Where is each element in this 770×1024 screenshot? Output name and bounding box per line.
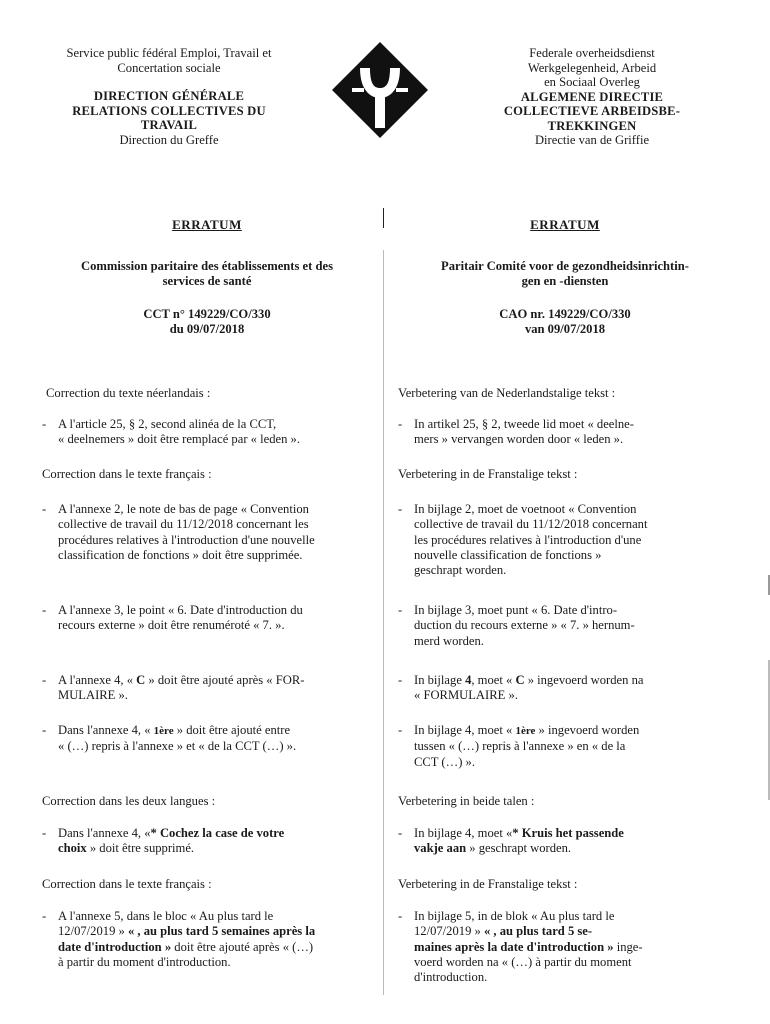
nl-item-2-line3: les procédures relatives à l'introduction d'une [414, 532, 642, 547]
fr-item-6-bold: * Cochez la case de votre [150, 826, 285, 840]
nl-item-6-post: » geschrapt worden. [466, 841, 572, 856]
nl-item-5-line3: CCT (…) ». [414, 754, 475, 769]
fr-item-6-bold2: choix [58, 841, 87, 856]
list-dash: - [42, 826, 47, 840]
nl-item-4-mid: , moet « [471, 673, 516, 687]
fr-item-7-bold2: date d'introduction » [58, 939, 172, 954]
list-dash: - [42, 603, 47, 617]
nl-item-3-line1: In bijlage 3, moet punt « 6. Date d'intro- [414, 603, 618, 617]
nl-erratum-title: ERRATUM [530, 217, 600, 232]
fr-item-2 [42, 502, 382, 563]
nl-item-3-line3: merd worden. [414, 633, 484, 648]
fr-section-1: Correction du texte néerlandais : [46, 386, 211, 400]
nl-section-1: Verbetering van de Nederlandstalige tekst : [398, 386, 616, 400]
header-right-line2: Werkgelegenheid, Arbeid [527, 60, 657, 75]
fr-section-3: Correction dans les deux langues : [42, 794, 216, 808]
list-dash: - [398, 673, 403, 687]
header-right-bold2: COLLECTIEVE ARBEIDSBE- [503, 104, 681, 118]
fr-item-5 [42, 723, 372, 755]
nl-item-7-pre: 12/07/2019 » [414, 924, 484, 939]
header-left-bold3: TRAVAIL [140, 118, 198, 132]
nl-item-6-bold2: vakje aan [414, 841, 467, 856]
nl-item-6-pre: In bijlage 4, moet « [414, 826, 513, 840]
nl-item-7-line2 [414, 924, 728, 939]
list-dash: - [42, 909, 47, 923]
fr-item-3-line1: A l'annexe 3, le point « 6. Date d'introduction du [58, 603, 303, 617]
list-dash: - [398, 603, 403, 617]
fr-commission [42, 259, 372, 289]
nl-item-7 [398, 909, 728, 985]
nl-cao-line2: van 09/07/2018 [524, 322, 606, 336]
nl-item-1-line2: mers » vervangen worden door « leden ». [414, 432, 624, 447]
fr-cct-line1: CCT n° 149229/CO/330 [143, 307, 271, 321]
fr-item-4-bold: C [136, 673, 146, 687]
nl-item-2-line1: In bijlage 2, moet de voetnoot « Convention [414, 502, 637, 516]
fr-item-3 [42, 603, 372, 634]
fr-item-5-bold: 1ère [153, 725, 174, 737]
nl-item-3-line2: duction du recours externe » « 7. » hernum- [414, 618, 635, 633]
fr-item-4-line2: MULAIRE ». [58, 688, 128, 703]
list-dash: - [42, 502, 47, 516]
fr-commission-line1: Commission paritaire des établissements et des [81, 259, 333, 273]
fr-item-5-pre: Dans l'annexe 4, « [58, 723, 154, 737]
nl-item-7-line3 [414, 940, 728, 955]
header-right [452, 46, 732, 148]
fr-cct-number [42, 307, 372, 337]
nl-item-7-bold2: maines après la date d'introduction » [414, 939, 614, 954]
fr-item-7-line1: A l'annexe 5, dans le bloc « Au plus tard le [58, 909, 274, 923]
list-dash: - [398, 909, 403, 923]
fr-item-6-pre: Dans l'annexe 4, « [58, 826, 151, 840]
fr-item-3-line2: recours externe » doit être renuméroté « 7. ». [58, 618, 285, 633]
nl-item-5-line2: tussen « (…) repris à l'annexe » en « de la [414, 739, 626, 754]
column-divider-top [383, 208, 384, 228]
list-dash: - [42, 723, 47, 737]
nl-item-1 [398, 417, 728, 448]
nl-item-6-line2 [414, 841, 728, 856]
fr-item-2-line3: procédures relatives à l'introduction d'une nouvelle [58, 532, 315, 547]
nl-item-5-line1 [414, 723, 728, 739]
header-left-bold1: DIRECTION GÉNÉRALE [93, 89, 245, 103]
header-right-sub: Directie van de Griffie [534, 133, 650, 147]
fr-item-6 [42, 826, 372, 857]
nl-item-7-line5: d'introduction. [414, 970, 488, 985]
fr-item-1-line1: A l'article 25, § 2, second alinéa de la CCT, [58, 417, 277, 431]
fr-item-4-post: » doit être ajouté après « FOR- [145, 673, 305, 687]
nl-section-2: Verbetering in de Franstalige tekst : [398, 467, 578, 481]
fr-item-6-line1 [58, 826, 372, 841]
nl-item-2-line5: geschrapt worden. [414, 563, 507, 578]
nl-item-4-bold2: C [515, 673, 525, 687]
service-logo-icon [330, 40, 430, 140]
fr-item-2-line4: classification de fonctions » doit être supprimée. [58, 547, 303, 562]
nl-item-2 [398, 502, 728, 578]
fr-commission-line2: services de santé [162, 274, 252, 288]
nl-item-4-bold1: 4 [465, 673, 472, 687]
nl-commission [400, 259, 730, 289]
fr-item-6-line2 [58, 841, 372, 856]
fr-item-7-bold: « , au plus tard 5 semaines après la [127, 924, 316, 939]
fr-item-5-line2: « (…) repris à l'annexe » et « de la CCT (…) ». [58, 739, 297, 754]
nl-item-6-line1 [414, 826, 728, 841]
nl-item-4 [398, 673, 728, 704]
header-left-line2: Concertation sociale [117, 60, 221, 75]
nl-section-3: Verbetering in beide talen : [398, 794, 535, 808]
fr-section-4: Correction dans le texte français : [42, 877, 212, 891]
nl-item-7-bold: « , au plus tard 5 se- [483, 924, 593, 939]
header-right-line1: Federale overheidsdienst [529, 46, 655, 60]
nl-item-1-line1: In artikel 25, § 2, tweede lid moet « deelne- [414, 417, 634, 431]
fr-item-4-line1 [58, 673, 372, 688]
nl-cao-number [400, 307, 730, 337]
fr-item-4 [42, 673, 372, 704]
list-dash: - [398, 826, 403, 840]
fr-section-2: Correction dans le texte français : [42, 467, 212, 481]
nl-item-2-line4: nouvelle classification de fonctions » [414, 547, 602, 562]
fr-item-5-post: » doit être ajouté entre [173, 723, 291, 737]
nl-item-6 [398, 826, 728, 857]
fr-item-1 [42, 417, 372, 448]
list-dash: - [42, 673, 47, 687]
nl-item-4-post: » ingevoerd worden na [524, 673, 644, 687]
fr-item-2-line2: collective de travail du 11/12/2018 concernant les [58, 517, 309, 532]
header-left [34, 46, 304, 147]
fr-item-7-post: doit être ajouté après « (…) [171, 939, 314, 954]
header-right-line3: en Sociaal Overleg [544, 75, 640, 89]
list-dash: - [398, 723, 403, 737]
nl-item-7-line1: In bijlage 5, in de blok « Au plus tard le [414, 909, 615, 923]
fr-erratum-title: ERRATUM [172, 217, 242, 232]
fr-item-2-line1: A l'annexe 2, le note de bas de page « Convention [58, 502, 309, 516]
nl-section-4: Verbetering in de Franstalige tekst : [398, 877, 578, 891]
fr-item-1-line2: « deelnemers » doit être remplacé par « leden ». [58, 432, 300, 447]
fr-item-5-line1 [58, 723, 372, 739]
fr-item-7-line3 [58, 940, 382, 955]
fr-cct-line2: du 09/07/2018 [169, 322, 245, 336]
header-left-sub: Direction du Greffe [119, 132, 219, 147]
column-divider [383, 250, 384, 995]
header-left-bold2: RELATIONS COLLECTIVES DU [72, 103, 266, 118]
nl-item-4-line2: « FORMULAIRE ». [414, 688, 518, 703]
fr-item-6-post: » doit être supprimé. [86, 841, 195, 856]
nl-item-4-line1 [414, 673, 728, 688]
nl-item-2-line2: collective de travail du 11/12/2018 concernant [414, 517, 648, 532]
nl-item-7-line4: voerd worden na « (…) à partir du moment [414, 954, 632, 969]
nl-item-5 [398, 723, 728, 770]
fr-item-7-pre: 12/07/2019 » [58, 924, 128, 939]
fr-item-7 [42, 909, 382, 970]
list-dash: - [398, 502, 403, 516]
nl-item-5-post: » ingevoerd worden [535, 723, 640, 737]
list-dash: - [42, 417, 47, 431]
nl-cao-line1: CAO nr. 149229/CO/330 [499, 307, 631, 321]
nl-item-5-pre: In bijlage 4, moet « [414, 723, 516, 737]
fr-item-7-line4: à partir du moment d'introduction. [58, 954, 231, 969]
nl-commission-line1: Paritair Comité voor de gezondheidsinrichtin- [441, 259, 689, 273]
header-left-line1: Service public fédéral Emploi, Travail et [66, 46, 272, 60]
nl-item-4-pre: In bijlage [414, 673, 466, 687]
nl-item-6-bold: * Kruis het passende [512, 826, 624, 840]
nl-item-5-bold: 1ère [515, 725, 536, 737]
nl-item-3 [398, 603, 728, 649]
fr-item-4-pre: A l'annexe 4, « [58, 673, 137, 687]
list-dash: - [398, 417, 403, 431]
fr-item-7-line2 [58, 924, 382, 939]
nl-commission-line2: gen en -diensten [521, 274, 609, 288]
header-right-bold1: ALGEMENE DIRECTIE [520, 89, 664, 104]
nl-item-7-post: inge- [613, 939, 643, 954]
header-right-bold3: TREKKINGEN [547, 118, 637, 133]
